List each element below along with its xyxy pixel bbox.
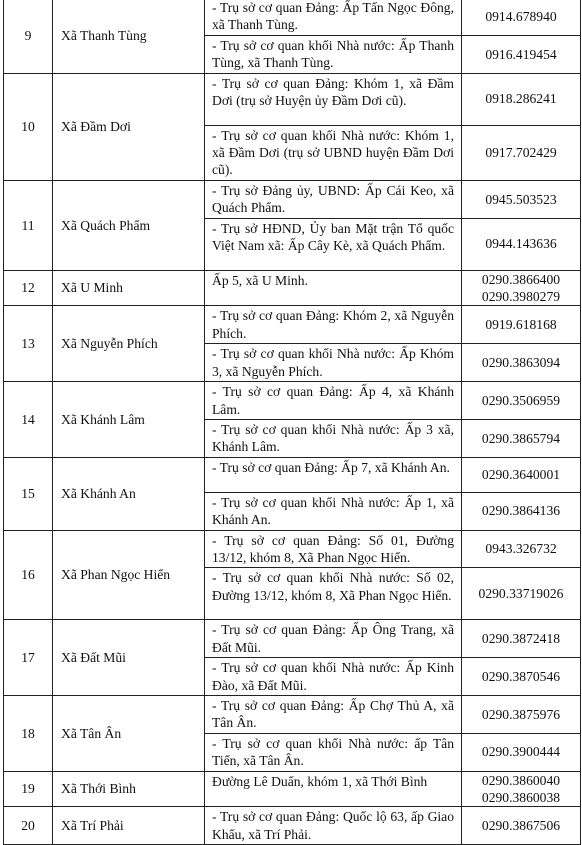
table-row [4, 306, 581, 344]
phone-number: 0919.618168 [485, 317, 557, 333]
row-number: 13 [4, 306, 53, 382]
commune-name: Xã Đất Mũi [53, 620, 205, 696]
table-row [4, 0, 581, 35]
office-address: - Trụ sở cơ quan khối Nhà nước: Ấp Khóm 3, xã Nguyễn Phích. [205, 344, 462, 382]
phone-cell [462, 419, 581, 457]
phone-cell [462, 658, 581, 696]
office-address: - Trụ sở Đảng ủy, UBND: Ấp Cái Keo, xã Quách Phẩm. [205, 180, 462, 218]
office-address: Ấp 5, xã U Minh. [205, 270, 462, 306]
phone-cell [462, 270, 581, 306]
row-number: 18 [4, 695, 53, 771]
phone-number: 0290.3900444 [481, 744, 561, 760]
table-row [4, 457, 581, 492]
office-address: - Trụ sở cơ quan khối Nhà nước: Ấp 3 xã, Khánh Lâm. [205, 419, 462, 457]
commune-name: Xã U Minh [53, 270, 205, 306]
phone-cell [462, 306, 581, 344]
office-address: - Trụ sở cơ quan khối Nhà nước: Ấp Kinh Đào, xã Đất Mũi. [205, 658, 462, 696]
phone-number: 0943.326732 [485, 541, 557, 557]
phone-number: 0290.3863094 [481, 354, 561, 370]
row-number: 14 [4, 382, 53, 458]
phone-cell [462, 530, 581, 568]
phone-number: 0918.286241 [485, 91, 557, 107]
commune-name: Xã Khánh An [53, 457, 205, 530]
phone-number: 0290.3867506 [481, 818, 561, 834]
row-number: 10 [4, 73, 53, 180]
phone-number: 0290.3506959 [481, 392, 561, 408]
row-number: 11 [4, 180, 53, 270]
commune-name: Xã Trí Phải [53, 807, 205, 845]
commune-name: Xã Thanh Tùng [53, 0, 205, 73]
commune-name: Xã Nguyễn Phích [53, 306, 205, 382]
row-number: 12 [4, 270, 53, 306]
phone-cell [462, 125, 581, 180]
office-address: - Trụ sở cơ quan Đảng: Ấp Tấn Ngọc Đông, xã Thanh Tùng. [205, 0, 462, 35]
office-address: - Trụ sở cơ quan Đảng: Khóm 1, xã Đầm Dơi (trụ sở Huyện ủy Đầm Dơi cũ). [205, 73, 462, 125]
office-address: - Trụ sở cơ quan Đảng: Ấp 4, xã Khánh Lâm. [205, 382, 462, 420]
office-address: - Trụ sở cơ quan Đảng: Số 01, Đường 13/12, khóm 8, Xã Phan Ngọc Hiển. [205, 530, 462, 568]
table-row [4, 382, 581, 420]
phone-number: 0290.3875976 [481, 706, 561, 722]
phone-cell [462, 492, 581, 530]
phone-number: 0916.419454 [485, 46, 557, 62]
table-row [4, 771, 581, 807]
office-address: - Trụ sở cơ quan Đảng: Ấp 7, xã Khánh An. [205, 457, 462, 492]
phone-cell [462, 771, 581, 807]
phone-cell [462, 695, 581, 733]
phone-number: 0945.503523 [485, 191, 557, 207]
phone-number: 0290.3640001 [481, 467, 561, 483]
office-address: - Trụ sở cơ quan khối Nhà nước: Khóm 1, xã Đầm Dơi (trụ sở UBND huyện Đầm Dơi cũ). [205, 125, 462, 180]
phone-cell [462, 457, 581, 492]
phone-number: 0290.3864136 [481, 503, 561, 519]
phone-number: 0917.702429 [485, 145, 557, 161]
phone-cell [462, 620, 581, 658]
commune-name: Xã Quách Phẩm [53, 180, 205, 270]
table-row [4, 530, 581, 568]
table-row [4, 180, 581, 218]
phone-cell [462, 0, 581, 35]
phone-cell [462, 180, 581, 218]
phone-number: 0290.3870546 [481, 668, 561, 684]
row-number: 15 [4, 457, 53, 530]
commune-name: Xã Khánh Lâm [53, 382, 205, 458]
phone-cell [462, 218, 581, 270]
office-address: Đường Lê Duẩn, khóm 1, xã Thới Bình [205, 771, 462, 807]
table-row [4, 73, 581, 125]
phone-cell [462, 73, 581, 125]
commune-name: Xã Đầm Dơi [53, 73, 205, 180]
phone-number: 0290.3860040 [481, 772, 561, 788]
phone-cell [462, 568, 581, 620]
phone-cell [462, 35, 581, 73]
row-number: 17 [4, 620, 53, 696]
commune-name: Xã Phan Ngọc Hiển [53, 530, 205, 620]
table-row [4, 620, 581, 658]
commune-name: Xã Tân Ân [53, 695, 205, 771]
phone-cell [462, 807, 581, 845]
phone-number: 0290.3860038 [481, 790, 561, 805]
office-address: - Trụ sở cơ quan khối Nhà nước: Ấp 1, xã Khánh An. [205, 492, 462, 530]
row-number: 19 [4, 771, 53, 807]
row-number: 16 [4, 530, 53, 620]
office-address: - Trụ sở cơ quan Đảng: Quốc lộ 63, ấp Giao Khẩu, xã Trí Phải. [205, 807, 462, 845]
phone-cell [462, 344, 581, 382]
office-address: - Trụ sở cơ quan Đảng: Ấp Ông Trang, xã Đất Mũi. [205, 620, 462, 658]
phone-cell [462, 733, 581, 771]
table-row [4, 270, 581, 306]
phone-number: 0290.3980279 [481, 289, 561, 305]
commune-address-table [3, 0, 581, 845]
phone-number: 0914.678940 [485, 8, 557, 24]
row-number: 9 [4, 0, 53, 73]
office-address: - Trụ sở cơ quan Đảng: Khóm 2, xã Nguyễn Phích. [205, 306, 462, 344]
phone-number: 0290.3872418 [481, 631, 561, 647]
phone-number: 0290.3866400 [481, 271, 561, 287]
phone-number: 0944.143636 [485, 236, 557, 252]
office-address: - Trụ sở cơ quan Đảng: Ấp Chợ Thủ A, xã Tân Ân. [205, 695, 462, 733]
office-address: - Trụ sở cơ quan khối Nhà nước: ấp Tân Tiến, xã Tân Ân. [205, 733, 462, 771]
phone-cell [462, 382, 581, 420]
phone-number: 0290.33719026 [478, 586, 564, 602]
office-address: - Trụ sở cơ quan khối Nhà nước: Số 02, Đường 13/12, khóm 8, Xã Phan Ngọc Hiển. [205, 568, 462, 620]
phone-number: 0290.3865794 [481, 430, 561, 446]
commune-name: Xã Thới Bình [53, 771, 205, 807]
table-row [4, 695, 581, 733]
office-address: - Trụ sở cơ quan khối Nhà nước: Ấp Thanh Tùng, xã Thanh Tùng. [205, 35, 462, 73]
office-address: - Trụ sở HĐND, Ủy ban Mặt trận Tổ quốc Việt Nam xã: Ấp Cây Kè, xã Quách Phẩm. [205, 218, 462, 270]
table-row [4, 807, 581, 845]
row-number: 20 [4, 807, 53, 845]
